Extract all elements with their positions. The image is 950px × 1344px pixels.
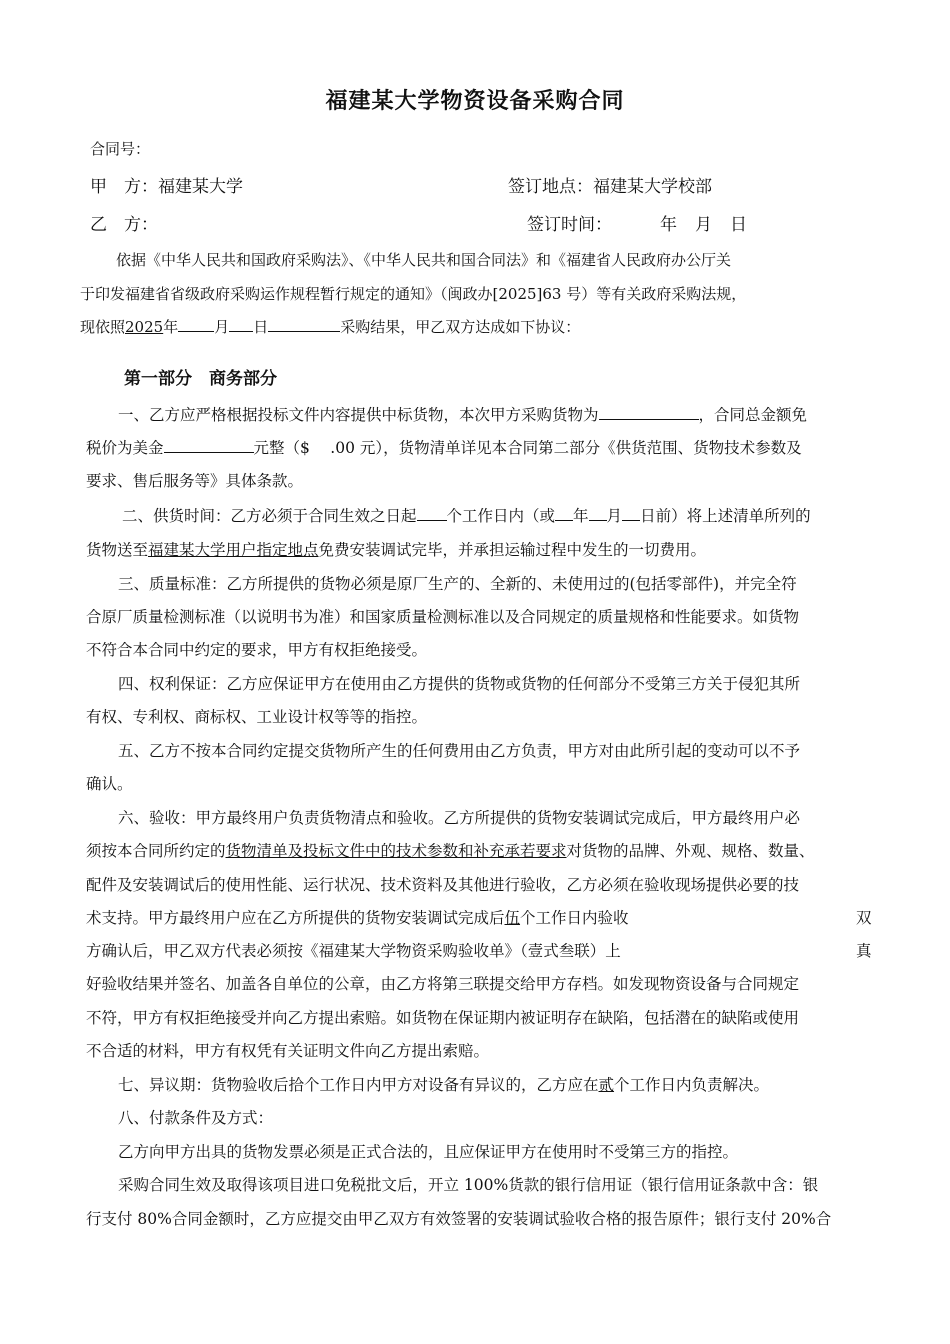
- document-title: 福建某大学物资设备采购合同: [325, 88, 625, 114]
- clause-8-paragraph-2-line-2: 行支付 80%合同金额时，乙方应提交由甲乙双方有效签署的安装调试验收合格的报告原件；银行支付 20%合: [86, 1210, 832, 1228]
- sign-day: 日: [730, 215, 747, 235]
- clause-7: 七、异议期：货物验收后拾个工作日内甲方对设备有异议的，乙方应在贰个工作日内负责解决。: [118, 1076, 770, 1094]
- intro-line-1: 依据《中华人民共和国政府采购法》、《中华人民共和国合同法》和《福建省人民政府办公厅关: [116, 251, 732, 269]
- clause-1-line-2: 税价为美金 元整（$ .00 元），货物清单详见本合同第二部分《供货范围、货物技术参数及: [86, 439, 802, 457]
- sign-place-line: [508, 172, 712, 197]
- intro-line-2: 于印发福建省省级政府采购运作规程暂行规定的通知》（闽政办[2025]63 号）等有关政府采购法规，: [80, 285, 747, 303]
- blank-day: [229, 317, 253, 332]
- blank-goods: [599, 405, 699, 420]
- party-a-label: 甲 方：: [90, 177, 158, 197]
- clause-5-line-2: 确认。: [86, 775, 133, 793]
- sign-place-value: 福建某大学校部: [593, 177, 712, 197]
- blank-amount: [164, 438, 254, 453]
- section-heading-commercial: 第一部分 商务部分: [124, 369, 277, 389]
- clause-6-line-3: 配件及安装调试后的使用性能、运行状况、技术资料及其他进行验收，乙方必须在验收现场提供必要的技: [86, 876, 800, 894]
- clause-2-line-1: 二、供货时间：乙方必须于合同生效之日起 个工作日内（或 年 月 日前）将上述清单所列的: [122, 507, 811, 525]
- clause-2-line-2: 货物送至福建某大学用户指定地点免费安装调试完毕，并承担运输过程中发生的一切费用。: [86, 541, 707, 559]
- clause-4-line-1: 四、权利保证：乙方应保证甲方在使用由乙方提供的货物或货物的任何部分不受第三方关于侵犯其所: [118, 675, 801, 693]
- clause-4-line-2: 有权、专利权、商标权、工业设计权等等的指控。: [86, 708, 428, 726]
- sign-time-label: 签订时间：: [527, 215, 612, 235]
- party-a-name: 福建某大学: [158, 177, 243, 197]
- clause-1-line-1: 一、乙方应严格根据投标文件内容提供中标货物，本次甲方采购货物为 ，合同总金额免: [118, 406, 808, 424]
- blank-month: [178, 317, 214, 332]
- clause-6-line-1: 六、验收：甲方最终用户负责货物清点和验收。乙方所提供的货物安装调试完成后，甲方最终用户必: [118, 809, 801, 827]
- clause-8-paragraph-1: 乙方向甲方出具的货物发票必须是正式合法的，且应保证甲方在使用时不受第三方的指控。: [118, 1143, 739, 1161]
- party-a-line: [90, 172, 243, 197]
- clause-5-line-1: 五、乙方不按本合同约定提交货物所产生的任何费用由乙方负责，甲方对由此所引起的变动可以不予: [118, 742, 801, 760]
- clause-6-line-4-end: 双: [856, 909, 872, 927]
- acceptance-criteria: 货物清单及投标文件中的技术参数和补充承若要求: [225, 842, 567, 860]
- contract-number-label: 合同号：: [90, 140, 151, 158]
- clause-3-line-1: 三、质量标准：乙方所提供的货物必须是原厂生产的、全新的、未使用过的(包括零部件)，并完全符: [118, 575, 797, 593]
- sign-month: 月: [695, 215, 712, 235]
- sign-year: 年: [660, 215, 677, 235]
- clause-3-line-2: 合原厂质量检测标准（以说明书为准）和国家质量检测标准以及合同规定的质量规格和性能要求。如货物: [86, 608, 800, 626]
- clause-6-line-5: 方确认后，甲乙双方代表必须按《福建某大学物资采购验收单》（壹式叁联）上: [86, 942, 621, 960]
- procurement-year: 2025: [125, 318, 164, 336]
- blank-result: [268, 317, 340, 332]
- clause-1-line-3: 要求、售后服务等》具体条款。: [86, 472, 304, 490]
- clause-3-line-3: 不符合本合同中约定的要求，甲方有权拒绝接受。: [86, 641, 428, 659]
- clause-6-line-7: 不符，甲方有权拒绝接受并向乙方提出索赔。如货物在保证期内被证明存在缺陷，包括潜在的缺陷或使用: [86, 1009, 800, 1027]
- sign-place-label: 签订地点：: [508, 177, 593, 197]
- intro-line-3: 现依照2025年 月 日 采购结果，甲乙双方达成如下协议：: [80, 318, 581, 336]
- clause-8-heading: 八、付款条件及方式：: [118, 1109, 274, 1127]
- clause-6-line-6: 好验收结果并签名、加盖各自单位的公章，由乙方将第三联提交给甲方存档。如发现物资设备与合同规定: [86, 975, 800, 993]
- clause-8-paragraph-2-line-1: 采购合同生效及取得该项目进口免税批文后，开立 100%货款的银行信用证（银行信用证条款中含：银: [118, 1176, 819, 1194]
- clause-6-line-4: 术支持。甲方最终用户应在乙方所提供的货物安装调试完成后伍个工作日内验收: [86, 909, 629, 927]
- delivery-location: 福建某大学用户指定地点: [148, 541, 319, 559]
- clause-6-line-2: 须按本合同所约定的货物清单及投标文件中的技术参数和补充承若要求对货物的品牌、外观、规格、数量、: [86, 842, 815, 860]
- blank-days: [417, 506, 447, 521]
- sign-time-line: [527, 210, 747, 235]
- party-b-label: 乙 方：: [90, 215, 158, 235]
- clause-6-line-8: 不合适的材料，甲方有权凭有关证明文件向乙方提出索赔。: [86, 1042, 490, 1060]
- clause-6-line-5-end: 真: [856, 942, 872, 960]
